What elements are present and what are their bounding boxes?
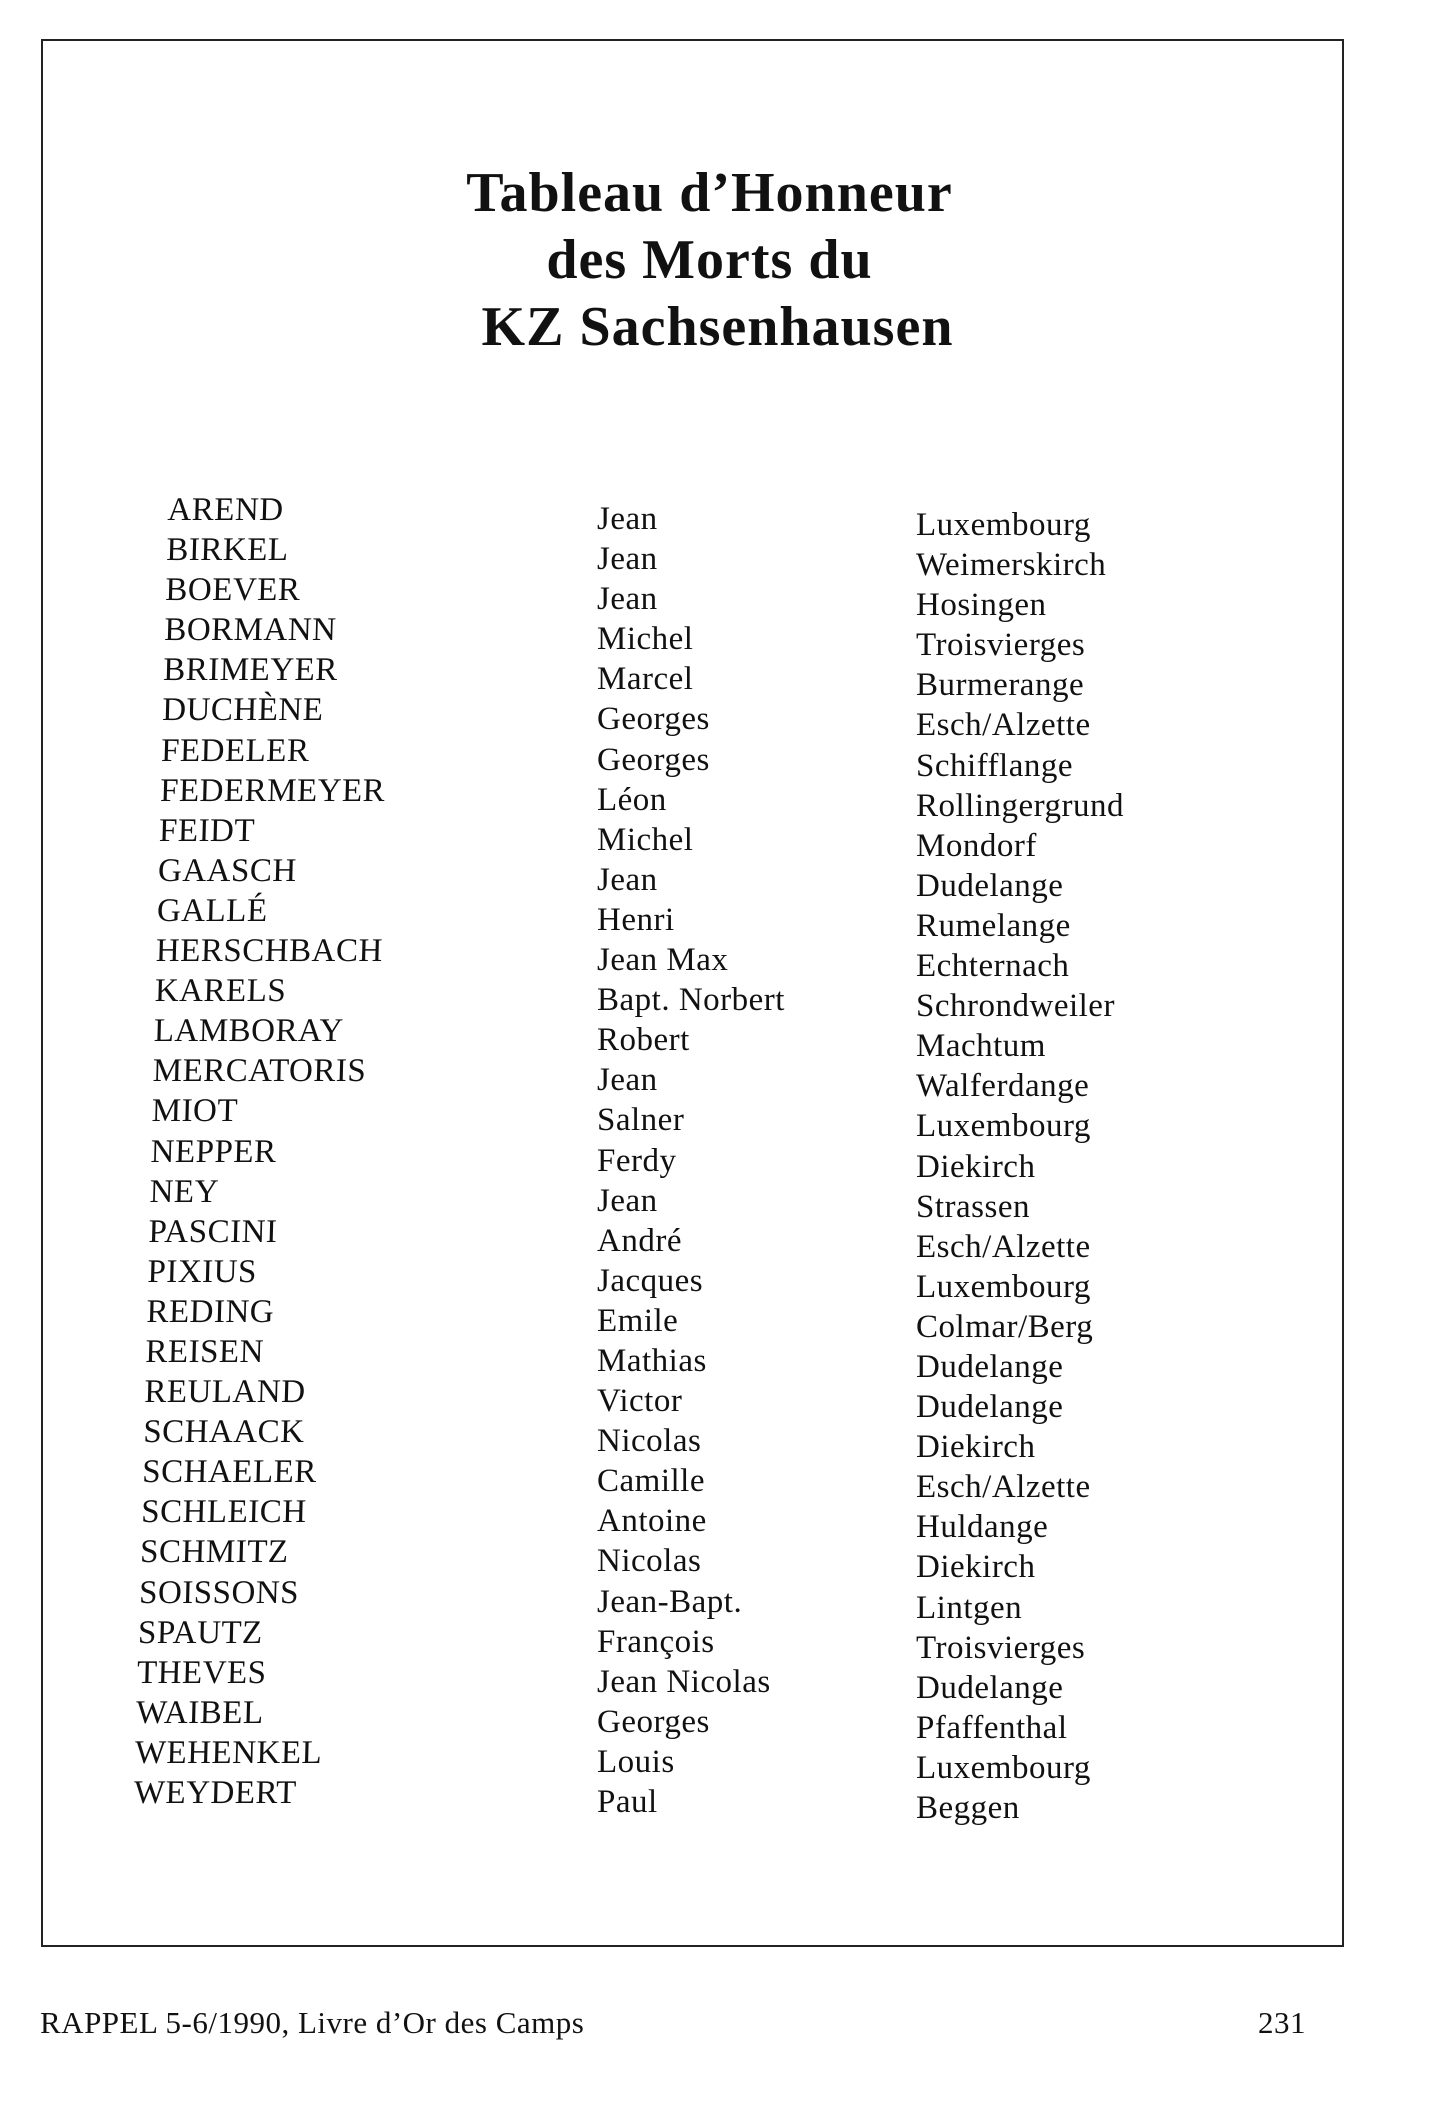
surname-entry: KARELS [154,973,287,1010]
firstname-entry: Jean [597,1182,658,1219]
firstname-entry: Nicolas [597,1423,702,1460]
surname-entry: SCHMITZ [139,1534,289,1571]
page-title [0,160,1435,361]
title-line-3: KZ Sachsenhausen [481,296,954,358]
town-entry: Walferdange [916,1068,1090,1105]
town-entry: Troisvierges [916,1629,1086,1666]
surname-entry: DUCHÈNE [161,692,324,729]
town-entry: Diekirch [916,1148,1036,1185]
firstname-entry: André [597,1222,682,1259]
firstname-entry: Michel [597,621,694,658]
surname-entry: SCHLEICH [140,1494,308,1531]
surname-entry: WAIBEL [135,1694,265,1731]
town-entry: Pfaffenthal [916,1709,1068,1746]
surname-entry: SOISSONS [138,1574,300,1611]
surname-entry: BORMANN [163,612,338,649]
surname-entry: NEPPER [150,1133,278,1170]
town-entry: Troisvierges [916,627,1086,664]
firstname-entry: Jean Nicolas [597,1663,771,1700]
firstname-entry: Robert [597,1022,690,1059]
firstname-entry: Salner [597,1102,685,1139]
surname-entry: WEHENKEL [134,1734,323,1771]
firstname-entry: Jean [597,581,658,618]
firstname-entry: Mathias [597,1342,707,1379]
firstname-entry: Léon [597,781,667,818]
town-entry: Lintgen [916,1589,1023,1626]
town-entry: Hosingen [916,587,1047,624]
surname-entry: REISEN [144,1333,265,1370]
town-column [916,505,1124,1828]
surname-entry: PIXIUS [147,1253,258,1290]
firstname-entry: François [597,1623,715,1660]
town-entry: Dudelange [916,867,1064,904]
firstname-entry: Jean [597,1062,658,1099]
firstname-entry: Henri [597,901,675,938]
footer-source: RAPPEL 5-6/1990, Livre d’Or des Camps [40,2005,585,2040]
surname-entry: FEDELER [160,732,310,769]
town-entry: Esch/Alzette [916,1228,1091,1265]
title-line-2: des Morts du [546,229,873,291]
surname-entry: SCHAELER [141,1454,318,1491]
firstname-entry: Michel [597,821,694,858]
town-entry: Strassen [916,1188,1030,1225]
surname-entry: MERCATORIS [152,1053,367,1090]
firstname-entry: Georges [597,701,710,738]
town-entry: Schifflange [916,747,1074,784]
surname-entry: LAMBORAY [153,1013,345,1050]
town-entry: Weimerskirch [916,547,1107,584]
surname-entry: THEVES [136,1654,268,1691]
town-entry: Echternach [916,948,1070,985]
surname-entry: FEDERMEYER [159,772,386,809]
firstname-entry: Camille [597,1463,705,1500]
firstname-entry: Jean-Bapt. [597,1583,743,1620]
town-entry: Rumelange [916,907,1071,944]
surname-entry: GAASCH [157,852,298,889]
town-entry: Schrondweiler [916,988,1115,1025]
firstname-entry: Marcel [597,661,694,698]
surname-column [133,490,395,1813]
firstname-entry: Victor [597,1383,683,1420]
town-entry: Luxembourg [916,507,1091,543]
surname-entry: SPAUTZ [137,1614,264,1651]
town-entry: Diekirch [916,1549,1036,1586]
firstname-entry: Bapt. Norbert [597,982,785,1019]
page-number: 231 [1258,2005,1306,2040]
town-entry: Mondorf [916,827,1037,864]
firstname-entry: Jean [597,861,658,898]
surname-entry: WEYDERT [133,1775,298,1811]
surname-entry: SCHAACK [142,1414,306,1451]
surname-entry: GALLÉ [156,892,269,929]
surname-entry: PASCINI [148,1213,278,1250]
surname-entry: AREND [167,492,285,528]
town-entry: Esch/Alzette [916,707,1091,744]
town-entry: Luxembourg [916,1108,1091,1145]
surname-entry: HERSCHBACH [155,933,384,970]
town-entry: Diekirch [916,1429,1036,1466]
surname-entry: FEIDT [158,812,256,849]
firstname-entry: Nicolas [597,1543,702,1580]
firstname-entry: Georges [597,741,710,778]
town-entry: Luxembourg [916,1749,1091,1786]
surname-entry: BRIMEYER [162,652,339,689]
firstname-entry: Jean [597,501,658,537]
town-entry: Dudelange [916,1348,1064,1385]
surname-entry: REULAND [143,1374,307,1411]
firstname-entry: Emile [597,1302,679,1339]
title-line-1: Tableau d’Honneur [466,162,953,224]
firstname-entry: Paul [597,1784,658,1820]
firstname-entry: Louis [597,1743,675,1780]
town-entry: Dudelange [916,1669,1064,1706]
town-entry: Luxembourg [916,1268,1091,1305]
surname-entry: NEY [149,1173,220,1210]
firstname-column [597,499,785,1822]
town-entry: Machtum [916,1028,1046,1065]
town-entry: Esch/Alzette [916,1469,1091,1506]
firstname-entry: Georges [597,1703,710,1740]
town-entry: Beggen [916,1790,1020,1826]
town-entry: Rollingergrund [916,787,1125,824]
town-entry: Colmar/Berg [916,1308,1094,1345]
firstname-entry: Antoine [597,1503,707,1540]
surname-entry: BIRKEL [165,532,290,569]
town-entry: Burmerange [916,667,1085,704]
surname-entry: BOEVER [164,572,301,609]
firstname-entry: Jean Max [597,942,729,979]
firstname-entry: Jean [597,541,658,578]
surname-entry: MIOT [151,1093,239,1130]
firstname-entry: Ferdy [597,1142,677,1179]
town-entry: Huldange [916,1509,1049,1546]
firstname-entry: Jacques [597,1262,704,1299]
surname-entry: REDING [146,1293,275,1330]
town-entry: Dudelange [916,1389,1064,1426]
